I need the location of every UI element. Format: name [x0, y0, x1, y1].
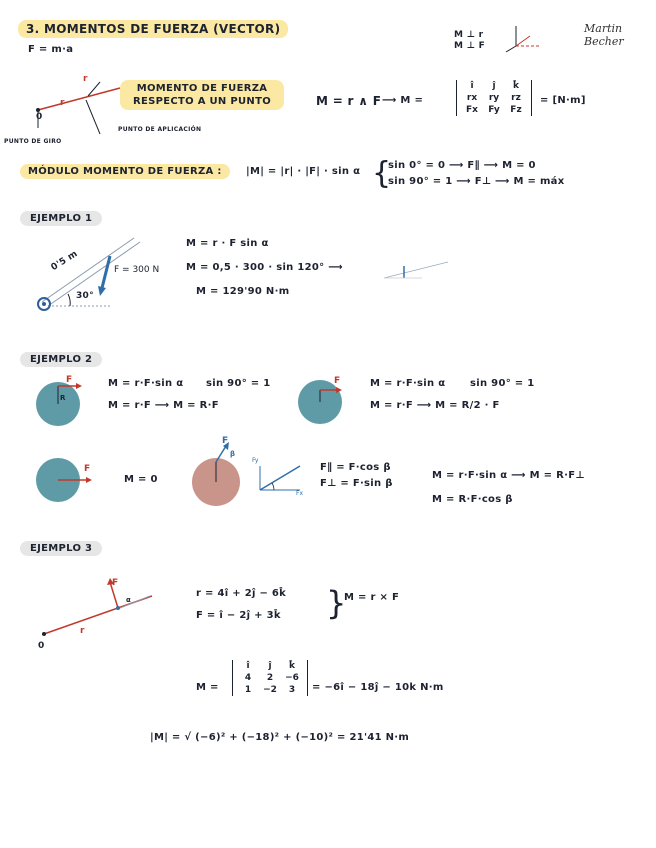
moment-arrow: ⟶ M =: [382, 95, 424, 106]
origin-label: 0: [36, 112, 43, 122]
ex3-brace: }: [326, 584, 347, 622]
application-label: PUNTO DE APLICACIÓN: [118, 126, 202, 133]
ex3-origin: 0: [38, 641, 45, 651]
ex1-length: 0'5 m: [49, 248, 80, 274]
modulo-case1: sin 0° = 0 ⟶ F∥ ⟶ M = 0: [388, 160, 536, 171]
ex1-diagram: [30, 236, 150, 316]
moment-unit: = [N·m]: [540, 95, 586, 106]
ex2-a-line1: M = r·F·sin α: [108, 378, 184, 389]
modulo-case2: sin 90° = 1 ⟶ F⊥ ⟶ M = máx: [388, 176, 565, 187]
modulo-formula: |M| = |r| · |F| · sin α: [246, 166, 361, 177]
ex3-f-label: F: [112, 578, 119, 588]
ex3-r-vector: r = 4î + 2ĵ − 6k̂: [196, 588, 287, 599]
ex2-b-f: F: [334, 376, 341, 386]
ex2-d-f: F: [222, 436, 229, 446]
ex2-d-fy: Fy: [252, 457, 259, 464]
ex2-circle-a: [34, 378, 94, 438]
pivot-label: PUNTO DE GIRO: [4, 138, 62, 145]
ex1-sketch: [382, 258, 452, 282]
ex1-heading: EJEMPLO 1: [20, 211, 102, 226]
ex3-heading: EJEMPLO 3: [20, 541, 102, 556]
axes-sketch-icon: [500, 22, 548, 54]
ex2-c-line1: M = 0: [124, 474, 158, 485]
ex2-decomposition: [256, 460, 316, 496]
ex2-c-f: F: [84, 464, 91, 474]
moment-box: MOMENTO DE FUERZA RESPECTO A UN PUNTO: [120, 80, 284, 110]
ex2-d-line3: M = r·F·sin α ⟶ M = R·F⊥: [432, 470, 585, 481]
ex2-d-line2: F⊥ = F·sin β: [320, 478, 393, 489]
ex1-line2: M = 0,5 · 300 · sin 120° ⟶: [186, 262, 343, 273]
newton-formula: F = m·a: [28, 44, 74, 55]
moment-formula: M = r ∧ F: [316, 94, 382, 108]
ex3-diagram: [40, 576, 160, 646]
ex2-circle-d: [190, 440, 250, 510]
ex2-a-f: F: [66, 375, 73, 385]
ex3-moment-def: M = r × F: [344, 592, 400, 603]
ex1-line3: M = 129'90 N·m: [196, 286, 290, 297]
ex2-d-line1: F∥ = F·cos β: [320, 462, 391, 473]
ex2-a-line3: M = r·F ⟶ M = R·F: [108, 400, 219, 411]
ex3-m-lhs: M =: [196, 682, 219, 693]
ex2-d-fx: Fx: [296, 490, 304, 497]
ex3-matrix: î ĵ k̂ 4 2 −6 1 −2 3: [232, 660, 308, 696]
ex2-a-line2: sin 90° = 1: [206, 378, 271, 389]
r-label: r: [60, 98, 65, 108]
r-label-top: r: [83, 74, 88, 84]
ex2-circle-b: [296, 376, 356, 436]
ex3-modulus: |M| = √ (−6)² + (−18)² + (−10)² = 21'41 N·m: [150, 732, 410, 743]
ex1-angle: 30°: [76, 291, 94, 301]
modulo-box: MÓDULO MOMENTO DE FUERZA :: [20, 164, 230, 179]
ex3-f-vector: F = î − 2ĵ + 3k̂: [196, 610, 281, 621]
ex2-d-line4: M = R·F·cos β: [432, 494, 513, 505]
perp-note: M ⊥ r M ⊥ F: [454, 30, 486, 51]
ex2-circle-c: [34, 456, 104, 516]
ex3-alpha: α: [126, 596, 132, 604]
ex2-b-line3: M = r·F ⟶ M = R/2 · F: [370, 400, 500, 411]
page-title: 3. MOMENTOS DE FUERZA (VECTOR): [18, 20, 288, 38]
ex1-force: F = 300 N: [114, 265, 160, 275]
ex1-line1: M = r · F sin α: [186, 238, 269, 249]
ex2-heading: EJEMPLO 2: [20, 352, 102, 367]
ex3-m-result: = −6î − 18ĵ − 10k N·m: [312, 682, 444, 693]
moment-diagram: [30, 80, 130, 140]
brace: {: [372, 156, 392, 191]
ex2-a-r: R: [60, 394, 66, 402]
ex3-r-label: r: [80, 626, 85, 636]
ex2-d-beta: β: [230, 450, 236, 458]
ex2-b-line1: M = r·F·sin α: [370, 378, 446, 389]
moment-matrix: î ĵ k̂ rx ry rz Fx Fy Fz: [456, 80, 532, 116]
signature: Martin Becher: [584, 22, 624, 48]
ex2-b-line2: sin 90° = 1: [470, 378, 535, 389]
